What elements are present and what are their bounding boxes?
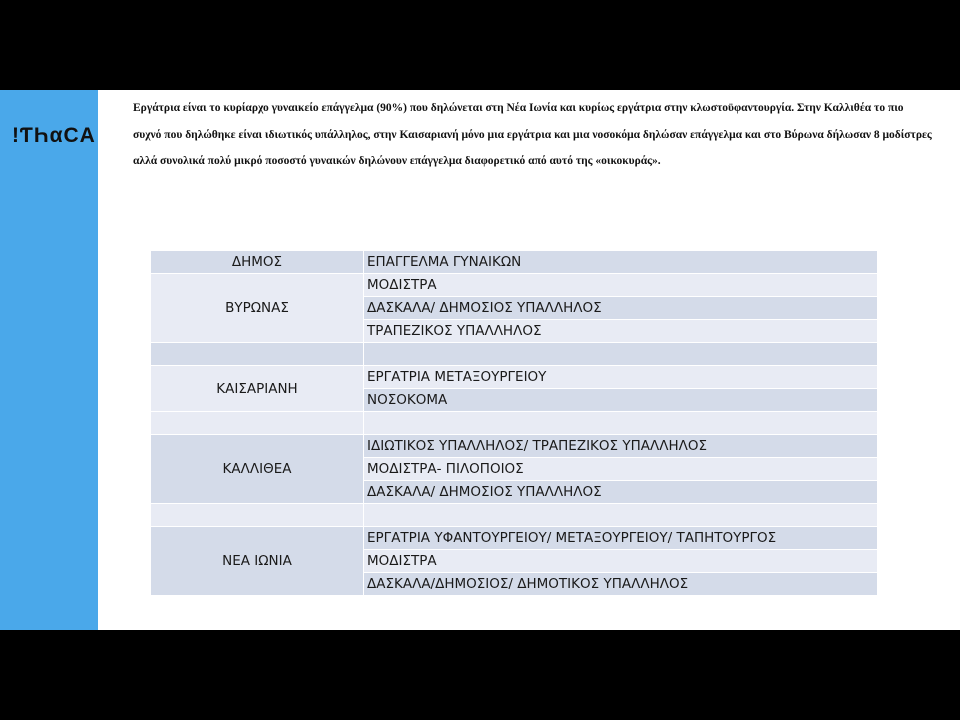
occupation-cell: ΜΟΔΙΣΤΡΑ [364, 274, 878, 297]
table-row [151, 435, 878, 458]
occupation-cell: ΕΡΓΑΤΡΙΑ ΥΦΑΝΤΟΥΡΓΕΙΟΥ/ ΜΕΤΑΞΟΥΡΓΕΙΟΥ/ ΤΑΠΗΤΟΥΡΓΟΣ [364, 527, 878, 550]
ithaca-logo: !ƬҺαCA [12, 124, 96, 147]
occupation-cell: ΔΑΣΚΑΛΑ/ ΔΗΜΟΣΙΟΣ ΥΠΑΛΛΗΛΟΣ [364, 481, 878, 504]
occupation-cell [364, 504, 878, 527]
occupation-cell: ΜΟΔΙΣΤΡΑ- ΠΙΛΟΠΟΙΟΣ [364, 458, 878, 481]
header-occupation: ΕΠΑΓΓΕΛΜΑ ΓΥΝΑΙΚΩΝ [364, 251, 878, 274]
intro-paragraph: Εργάτρια είναι το κυρίαρχο γυναικείο επάγγελμα (90%) που δηλώνεται στη Νέα Ιωνία και κυρίως εργάτρια στην κλωστοϋφαντουργία. Στην Καλλιθέα το πιο συχνό που δηλώθηκε είναι ιδιωτικός υπάλληλος, στην Καισαριανή μόνο μια εργάτρια και μια νοσοκόμα δηλώσαν επάγγελμα και στο Βύρωνα δήλωσαν 8 μοδίστρες αλλά συνολικά πολύ μικρό ποσοστό γυναικών δηλώνουν επάγγελμα διαφορετικό από αυτό της «οικοκυράς». [133, 102, 932, 167]
occupation-cell: ΜΟΔΙΣΤΡΑ [364, 550, 878, 573]
table-row [151, 504, 878, 527]
municipality-cell: ΒΥΡΩΝΑΣ [151, 274, 364, 343]
occupation-cell [364, 412, 878, 435]
header-municipality: ΔΗΜΟΣ [151, 251, 364, 274]
occupations-table [150, 250, 878, 596]
occupation-cell: ΙΔΙΩΤΙΚΟΣ ΥΠΑΛΛΗΛΟΣ/ ΤΡΑΠΕΖΙΚΟΣ ΥΠΑΛΛΗΛΟΣ [364, 435, 878, 458]
occupation-cell [364, 343, 878, 366]
municipality-cell: ΚΑΙΣΑΡΙΑΝΗ [151, 366, 364, 412]
empty-cell [151, 343, 364, 366]
sidebar [0, 90, 98, 630]
table-body [151, 274, 878, 596]
occupation-cell: ΤΡΑΠΕΖΙΚΟΣ ΥΠΑΛΛΗΛΟΣ [364, 320, 878, 343]
occupation-cell: ΝΟΣΟΚΟΜΑ [364, 389, 878, 412]
table-row [151, 343, 878, 366]
table-row [151, 527, 878, 550]
table-header-row [151, 251, 878, 274]
slide [0, 90, 960, 630]
empty-cell [151, 504, 364, 527]
table-row [151, 412, 878, 435]
table-row [151, 366, 878, 389]
occupation-cell: ΕΡΓΑΤΡΙΑ ΜΕΤΑΞΟΥΡΓΕΙΟΥ [364, 366, 878, 389]
empty-cell [151, 412, 364, 435]
occupation-cell: ΔΑΣΚΑΛΑ/ ΔΗΜΟΣΙΟΣ ΥΠΑΛΛΗΛΟΣ [364, 297, 878, 320]
municipality-cell: ΝΕΑ ΙΩΝΙΑ [151, 527, 364, 596]
municipality-cell: ΚΑΛΛΙΘΕΑ [151, 435, 364, 504]
table-row [151, 274, 878, 297]
occupation-cell: ΔΑΣΚΑΛΑ/ΔΗΜΟΣΙΟΣ/ ΔΗΜΟΤΙΚΟΣ ΥΠΑΛΛΗΛΟΣ [364, 573, 878, 596]
